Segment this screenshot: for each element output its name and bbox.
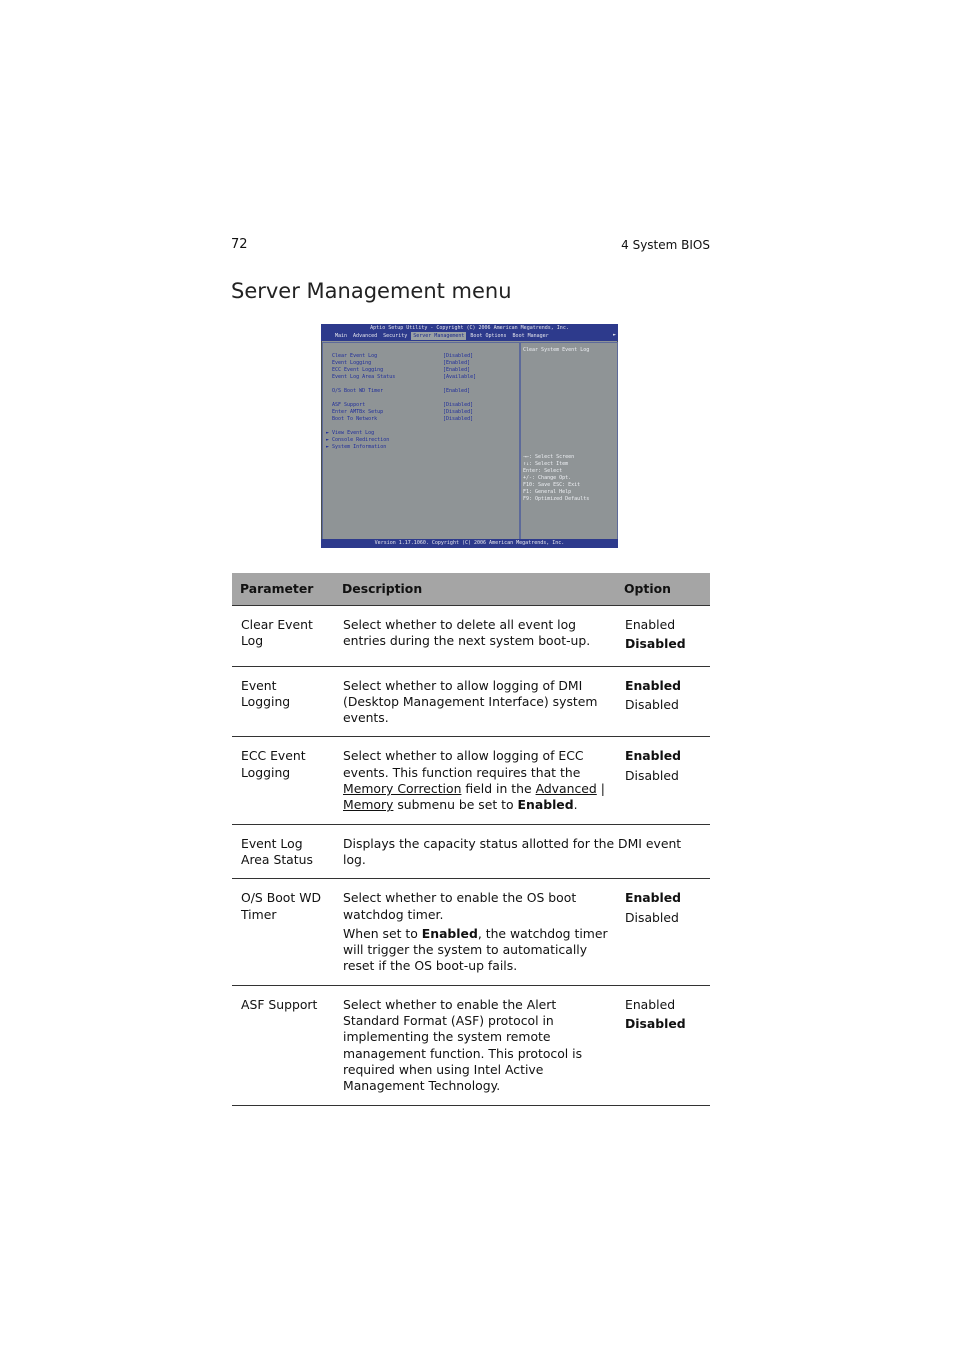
memory-correction-link[interactable]: Memory Correction <box>343 781 462 797</box>
parameter-cell: Event Logging <box>232 666 334 737</box>
bios-item-value[interactable]: [Enabled] <box>443 388 471 394</box>
bios-submenu-label: System Information <box>332 444 387 450</box>
bios-key-legend <box>523 454 589 503</box>
description-text: Select whether to allow logging of ECC events. This function requires that the <box>343 748 584 780</box>
option-cell <box>616 606 710 667</box>
description-cell: Select whether to delete all event log entries during the next system boot-up. <box>334 606 616 667</box>
bios-screenshot <box>321 324 618 548</box>
description-text: When set to <box>343 925 422 941</box>
column-header-option: Option <box>616 573 710 606</box>
bios-tab-server-management[interactable]: Server Management <box>413 333 465 339</box>
bios-key-item: F1: General Help <box>523 489 572 495</box>
bios-item-label: Event Log Area Status <box>332 374 396 380</box>
bios-tab-main[interactable]: Main <box>335 333 348 339</box>
bios-key-item: +/-: Change Opt. <box>523 475 572 481</box>
bios-item-value[interactable]: [Disabled] <box>443 353 474 359</box>
option-default: Disabled <box>625 636 686 652</box>
bios-tab-boot-options[interactable]: Boot Options <box>470 333 507 339</box>
description-text: Select whether to enable the OS boot watchdog timer. <box>343 890 577 922</box>
parameter-cell: Clear Event Log <box>232 606 334 667</box>
parameter-cell: ECC Event Logging <box>232 737 334 824</box>
table-row <box>232 879 710 985</box>
description-text: | <box>596 781 605 797</box>
option-value: Disabled <box>625 909 679 925</box>
bios-item-value[interactable]: [Disabled] <box>443 416 474 422</box>
bios-submenu-system-information[interactable]: ► System Information <box>326 444 387 450</box>
bios-item-label[interactable]: Boot To Network <box>332 416 378 422</box>
section-title: Server Management menu <box>231 279 512 303</box>
parameter-cell: Event Log Area Status <box>232 824 334 879</box>
option-cell <box>616 666 710 737</box>
bios-key-item: Enter: Select <box>523 468 563 474</box>
option-value: Disabled <box>625 767 679 783</box>
bios-item-label[interactable]: Event Logging <box>332 360 372 366</box>
bios-item-label[interactable]: ASF Support <box>332 402 366 408</box>
bios-help-text: Clear System Event Log <box>523 347 590 353</box>
column-header-parameter: Parameter <box>232 573 334 606</box>
option-default: Enabled <box>625 890 682 906</box>
bios-item-value[interactable]: [Disabled] <box>443 402 474 408</box>
option-value: Enabled <box>625 996 676 1012</box>
option-default: Enabled <box>625 677 682 693</box>
table-row <box>232 666 710 737</box>
bios-item-label[interactable]: Clear Event Log <box>332 353 378 359</box>
bios-key-item: ↑↓: Select Item <box>523 461 569 467</box>
description-text: . <box>573 797 578 813</box>
description-emphasis: Enabled <box>517 797 574 813</box>
option-value: Enabled <box>625 617 676 632</box>
bios-item-value[interactable]: [Disabled] <box>443 409 474 415</box>
parameter-cell: O/S Boot WD Timer <box>232 879 334 985</box>
table-row <box>232 737 710 824</box>
option-cell <box>616 737 710 824</box>
bios-item-value: [Available] <box>443 374 477 380</box>
bios-tab-boot-manager[interactable]: Boot Manager <box>512 333 549 339</box>
bios-submenu-view-event-log[interactable]: ► View Event Log <box>326 430 375 436</box>
memory-link[interactable]: Memory <box>343 797 394 813</box>
bios-item-value[interactable]: [Enabled] <box>443 367 471 373</box>
option-default: Disabled <box>625 1016 686 1032</box>
bios-item-label[interactable]: ECC Event Logging <box>332 367 384 373</box>
bios-item-label[interactable]: O/S Boot WD Timer <box>332 388 384 394</box>
description-note <box>343 926 608 975</box>
option-cell <box>616 985 710 1105</box>
bios-item-value[interactable]: [Enabled] <box>443 360 471 366</box>
bios-status-bar <box>321 539 618 548</box>
description-text: field in the <box>461 781 536 797</box>
bios-key-item: →←: Select Screen <box>523 454 575 460</box>
description-cell: Select whether to allow logging of DMI (Desktop Management Interface) system events. <box>334 666 616 737</box>
table-header-row <box>232 573 710 606</box>
bios-menu-panel <box>322 342 520 540</box>
bios-submenu-label: View Event Log <box>332 430 375 436</box>
bios-tab-security[interactable]: Security <box>383 333 408 339</box>
bios-key-item: F9: Optimized Defaults <box>523 496 590 502</box>
description-cell <box>334 879 616 985</box>
bios-item-label[interactable]: Enter AMTBx Setup <box>332 409 384 415</box>
bios-title-bar <box>321 324 618 341</box>
bios-submenu-label: Console Redirection <box>332 437 390 443</box>
option-cell <box>616 879 710 985</box>
bios-help-panel <box>520 342 618 540</box>
chapter-title: 4 System BIOS <box>621 238 710 252</box>
description-cell <box>334 737 616 824</box>
parameter-table <box>232 573 710 1106</box>
description-text: submenu be set to <box>393 797 518 813</box>
bios-submenu-console-redirection[interactable]: ► Console Redirection <box>326 437 390 443</box>
bios-key-item: F10: Save ESC: Exit <box>523 482 581 488</box>
bios-title-text: Aptio Setup Utility - Copyright (C) 2006 American Megatrends, Inc. <box>370 325 569 331</box>
column-header-description: Description <box>334 573 616 606</box>
description-cell: Select whether to enable the Alert Standard Format (ASF) protocol in implementing the system remote management function. This protocol is required when using Intel Active Management Technology. <box>334 985 616 1105</box>
option-value: Disabled <box>625 696 679 712</box>
bios-version-text: Version 1.17.1060. Copyright (C) 2006 American Megatrends, Inc. <box>374 540 565 546</box>
option-default: Enabled <box>625 748 682 764</box>
table-row <box>232 824 710 879</box>
description-emphasis: Enabled <box>421 925 478 941</box>
description-text: , the watchdog timer will trigger the system to automatically reset if the OS boot-up fails. <box>343 925 608 974</box>
page-number: 72 <box>231 237 248 252</box>
bios-tab-bar <box>333 332 553 340</box>
table-row <box>232 606 710 667</box>
advanced-link[interactable]: Advanced <box>535 781 597 797</box>
description-cell: Displays the capacity status allotted for the DMI event log. <box>334 824 710 879</box>
parameter-cell: ASF Support <box>232 985 334 1105</box>
bios-scroll-right-icon: ► <box>612 332 616 338</box>
table-row <box>232 985 710 1105</box>
bios-tab-advanced[interactable]: Advanced <box>353 333 378 339</box>
